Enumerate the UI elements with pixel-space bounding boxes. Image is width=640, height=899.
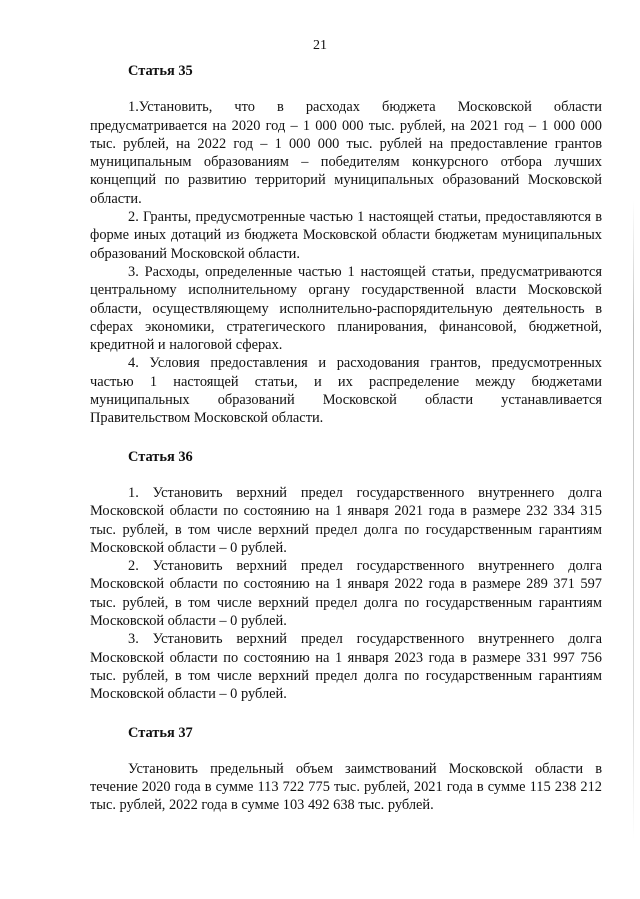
paragraph: 3. Расходы, определенные частью 1 настоящей статьи, предусматриваются центральному исполнительному органу государственной власти Московской области, осуществляющему исполнительно-распорядительную деятельность в сферах экономики, стратегического планирования, финансовой, бюджетной, кредитной и налоговой сферах. (90, 263, 602, 354)
paragraph: 1. Установить верхний предел государственного внутреннего долга Московской области по состоянию на 1 января 2021 года в размере 232 334 315 тыс. рублей, в том числе верхний предел долга по государственным гарантиям Московской области – 0 рублей. (90, 484, 602, 556)
paragraph: 3. Установить верхний предел государственного внутреннего долга Московской области по состоянию на 1 января 2023 года в размере 331 997 756 тыс. рублей, в том числе верхний предел долга по государственным гарантиям Московской области – 0 рублей. (90, 631, 602, 703)
scan-edge-line (633, 200, 634, 840)
article-heading: Статья 35 (128, 63, 193, 79)
article-heading: Статья 37 (128, 724, 193, 741)
article-36 (90, 448, 602, 704)
paragraph: Установить предельный объем заимствований Московской области в течение 2020 года в сумме 113 722 775 тыс. рублей, 2021 года в сумме 115 238 212 тыс. рублей, 2022 года в сумме 103 492 638 тыс. рублей. (90, 760, 602, 814)
document-body (90, 62, 602, 815)
article-37 (90, 724, 602, 815)
paragraph: 1.Установить, что в расходах бюджета Московской области предусматривается на 2020 год – 1 000 000 тыс. рублей, на 2021 год – 1 000 000 тыс. рублей, на 2022 год – 1 000 000 тыс. рублей на предоставление грантов муниципальным образованиям – победителям конкурсного отбора лучших концепций по развитию территорий муниципальных образований Московской области. (90, 99, 602, 207)
paragraph: 2. Установить верхний предел государственного внутреннего долга Московской области по состоянию на 1 января 2022 года в размере 289 371 597 тыс. рублей, в том числе верхний предел долга по государственным гарантиям Московской области – 0 рублей. (90, 558, 602, 630)
article-35 (90, 62, 602, 428)
paragraph: 4. Условия предоставления и расходования грантов, предусмотренных частью 1 настоящей статьи, и их распределение между бюджетами муниципальных образований Московской области устанавливается Правительством Московской области. (90, 355, 602, 427)
article-heading: Статья 36 (128, 448, 193, 465)
page-number: 21 (313, 38, 327, 53)
paragraph: 2. Гранты, предусмотренные частью 1 настоящей статьи, предоставляются в форме иных дотаций из бюджета Московской области бюджетам муниципальных образований Московской области. (90, 209, 602, 262)
